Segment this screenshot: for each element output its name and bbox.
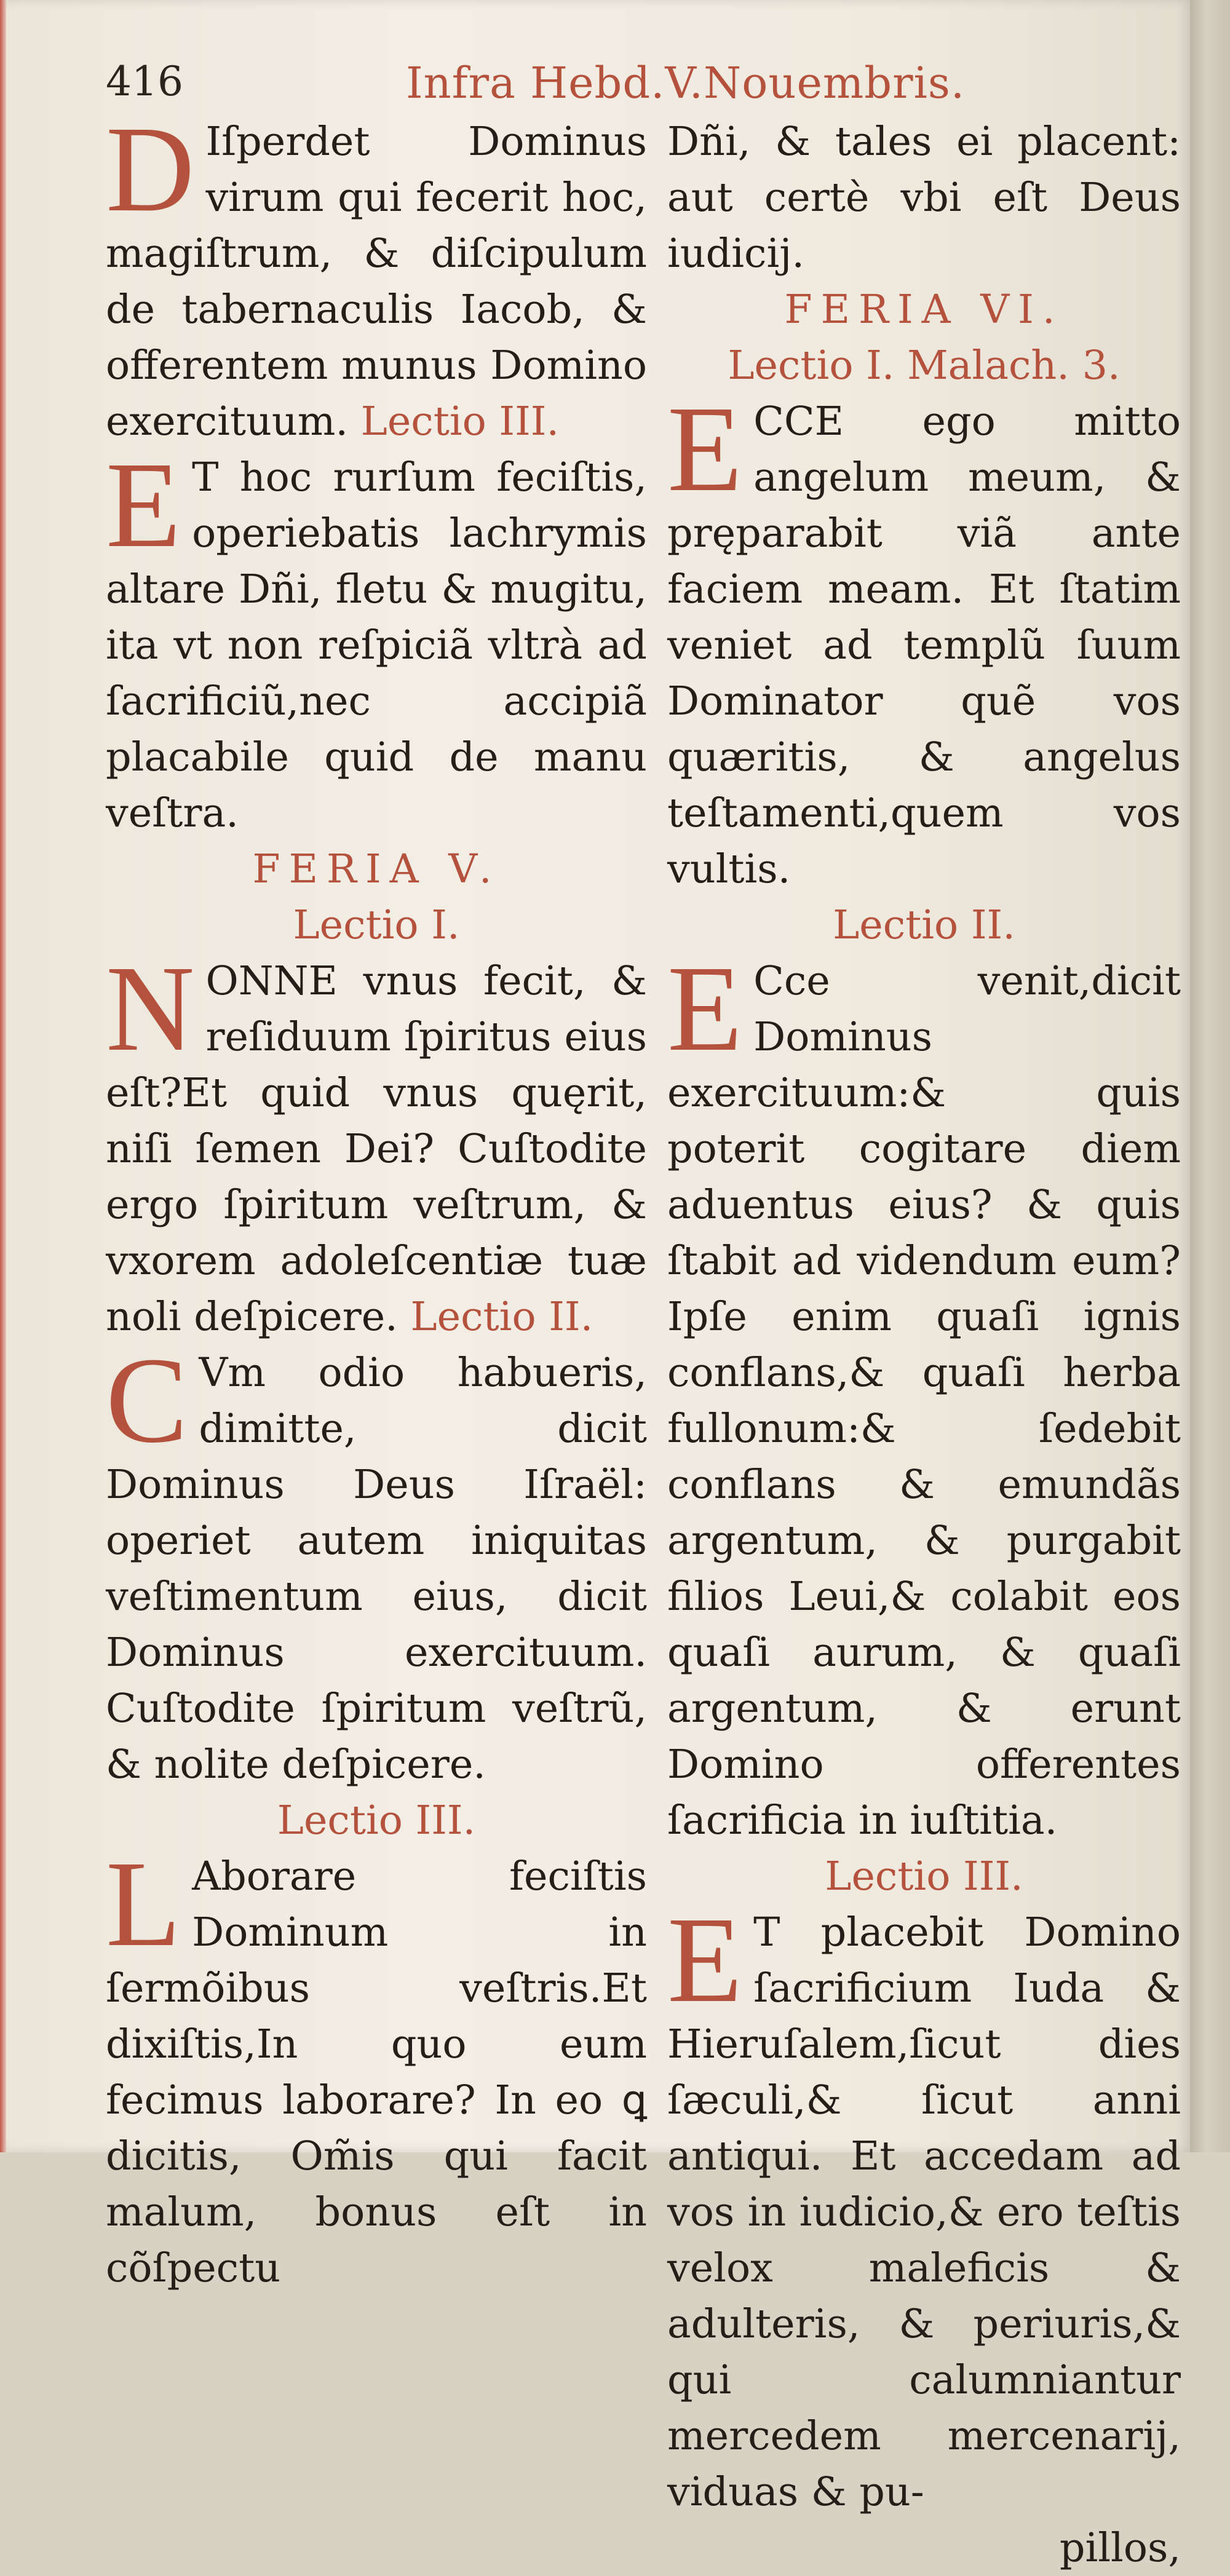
passage-feria-vi-lectio-i	[667, 381, 1181, 897]
paragraph-text: vnus fecit, & reſiduum ſpiritus eius eſt?Et quid vnus quęrit, niſi ſemen Dei? Cuſtodite ergo ſpiritum veſtrum, & vxorem adoleſcentiæ tuæ noli deſpicere.	[106, 958, 647, 1340]
paragraph	[106, 437, 647, 841]
dropcap: E	[667, 1892, 743, 2028]
dropcap: L	[106, 1836, 181, 1972]
dropcap: E	[667, 941, 743, 1077]
passage-lectio-iii	[106, 437, 647, 841]
paragraph	[667, 381, 1181, 897]
inline-lectio-label: Lectio III.	[360, 398, 560, 445]
lectio-heading: Lectio III.	[825, 1853, 1023, 1900]
lectio-heading: Lectio III.	[277, 1797, 476, 1844]
paragraph-continued: Dñi, & tales ei placent: aut certè vbi eſt Deus iudicij.	[667, 119, 1181, 277]
paragraph	[667, 1892, 1181, 2520]
paragraph-text: T placebit Domino ſacrificium Iuda & Hieruſalem,ſicut dies ſæculi,& ſicut anni antiqui. Et accedam ad vos in iudicio,& ero teſtis velox maleficis & adulteris, & periuris,& qui calumniantur mercedem mercenarij, viduas & pu-	[667, 1909, 1181, 2515]
section-heading: FERIA VI.	[784, 287, 1064, 333]
passage-feria-v-lectio-i	[106, 941, 647, 1345]
paragraph	[106, 1333, 647, 1793]
right-column	[667, 114, 1181, 2576]
lectio-heading: Lectio II.	[833, 902, 1015, 948]
lead-word: CCE	[753, 398, 844, 445]
paragraph	[667, 941, 1181, 1849]
dropcap: E	[667, 381, 743, 517]
paragraph-text: Vm odio habueris, dimitte, dicit Dominus Deus Iſraël: operiet autem iniquitas veſtimentum eius, dicit Dominus exercituum. Cuſtodite ſpiritum veſtrũ, & nolite deſpicere.	[106, 1350, 647, 1788]
paragraph-text: Iſperdet Dominus virum qui fecerit hoc, magiſtrum, & diſcipulum de tabernaculis Iacob, & offerentem munus Domino exercituum.	[106, 119, 647, 445]
paragraph	[106, 1836, 647, 2296]
paragraph-text: Aborare feciſtis Dominum in ſermõibus veſtris.Et dixiſtis,In quo eum fecimus laborare? In eo ꝗ dicitis, Om̃is qui facit malum, bonus eſt in cõſpectu	[106, 1853, 647, 2291]
paragraph-text: ego mitto angelum meum, & pręparabit viã ante faciem meam. Et ſtatim veniet ad templũ ſuum Dominator quẽ vos quæritis, & angelus teſtamenti,quem vos vultis.	[667, 398, 1181, 892]
dropcap: N	[106, 941, 195, 1077]
passage-feria-vi-lectio-iii	[667, 1892, 1181, 2520]
dropcap: E	[106, 437, 181, 573]
paragraph-text: T hoc rurſum feciſtis, operiebatis lachrymis altare Dñi, fletu & mugitu, ita vt non reſpiciã vltrà ad ſacrificiũ,nec accipiã placabile quid de manu veſtra.	[106, 454, 647, 836]
left-column	[106, 101, 647, 2296]
passage-feria-v-lectio-ii	[106, 1333, 647, 1793]
page-edge-left	[0, 0, 6, 2152]
passage-lectio-ii-continued	[106, 101, 647, 450]
page-number: 416	[106, 58, 183, 105]
passage-feria-v-lectio-iii	[106, 1836, 647, 2296]
dropcap: C	[106, 1333, 188, 1468]
inline-lectio-label: Lectio II.	[410, 1294, 593, 1340]
passage-feria-vi-lectio-ii	[667, 941, 1181, 1849]
catchword: pillos,	[1059, 2525, 1181, 2571]
lectio-heading: Lectio I. Malach. 3.	[728, 343, 1121, 389]
dropcap: D	[106, 101, 195, 237]
running-head: Infra Hebd.V.Nouembris.	[406, 58, 966, 108]
lead-word: ONNE	[205, 958, 338, 1004]
paragraph	[106, 941, 647, 1345]
paragraph	[106, 101, 647, 450]
lectio-heading: Lectio I.	[293, 902, 460, 948]
section-heading: FERIA V.	[252, 846, 501, 892]
paragraph-text: Cce venit,dicit Dominus exercituum:& quis poterit cogitare diem aduentus eius? & quis ſtabit ad videndum eum? Ipſe enim quaſi ignis conflans,& quaſi herba fullonum:& ſedebit conflans & emundãs argentum, & purgabit filios Leui,& colabit eos quaſi aurum, & quaſi argentum, & erunt Domino offerentes ſacrificia in iuſtitia.	[667, 958, 1181, 1844]
book-binding-edge	[1190, 0, 1230, 2152]
